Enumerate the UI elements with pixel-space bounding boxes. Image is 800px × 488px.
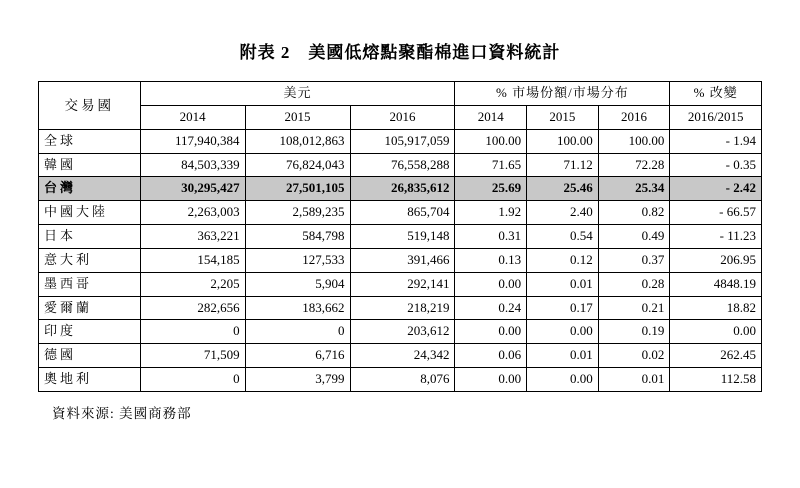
cell-share-2014: 0.00 [455,320,527,344]
column-group-change: % 改變 [670,82,762,106]
table-body [39,129,762,391]
cell-share-2015: 0.00 [527,368,599,392]
table-row [39,177,762,201]
cell-share-2014: 0.00 [455,368,527,392]
cell-country: 台灣 [39,177,141,201]
cell-share-2014: 1.92 [455,201,527,225]
table-row [39,225,762,249]
cell-country: 中國大陸 [39,201,141,225]
cell-usd-2014: 117,940,384 [140,129,245,153]
cell-usd-2016: 519,148 [350,225,455,249]
source-note: 資料來源: 美國商務部 [52,405,192,421]
cell-share-2014: 25.69 [455,177,527,201]
cell-change: - 2.42 [670,177,762,201]
table-row [39,368,762,392]
cell-share-2015: 0.12 [527,248,599,272]
table-row [39,248,762,272]
cell-usd-2016: 8,076 [350,368,455,392]
cell-country: 日本 [39,225,141,249]
cell-usd-2016: 76,558,288 [350,153,455,177]
cell-share-2016: 25.34 [598,177,670,201]
cell-share-2015: 0.00 [527,320,599,344]
table-header-year-row [39,105,762,129]
cell-usd-2016: 26,835,612 [350,177,455,201]
cell-share-2014: 71.65 [455,153,527,177]
cell-share-2016: 0.19 [598,320,670,344]
column-header-share-2015: 2015 [527,105,599,129]
table-row [39,129,762,153]
table-container [0,81,800,392]
cell-usd-2014: 2,263,003 [140,201,245,225]
cell-usd-2014: 154,185 [140,248,245,272]
cell-change: - 11.23 [670,225,762,249]
cell-change: 112.58 [670,368,762,392]
cell-share-2016: 0.49 [598,225,670,249]
cell-usd-2014: 84,503,339 [140,153,245,177]
cell-share-2014: 0.06 [455,344,527,368]
table-header-group-row [39,82,762,106]
page-title: 附表 2 美國低熔點聚酯棉進口資料統計 [239,43,561,62]
cell-change: 262.45 [670,344,762,368]
cell-share-2015: 0.54 [527,225,599,249]
table-header [39,82,762,130]
cell-share-2016: 0.21 [598,296,670,320]
cell-share-2016: 0.02 [598,344,670,368]
cell-usd-2014: 0 [140,368,245,392]
cell-share-2016: 0.28 [598,272,670,296]
cell-usd-2015: 3,799 [245,368,350,392]
cell-share-2015: 71.12 [527,153,599,177]
table-row [39,272,762,296]
cell-share-2015: 100.00 [527,129,599,153]
cell-share-2016: 100.00 [598,129,670,153]
cell-change: - 66.57 [670,201,762,225]
cell-usd-2016: 203,612 [350,320,455,344]
cell-usd-2016: 865,704 [350,201,455,225]
cell-usd-2014: 30,295,427 [140,177,245,201]
cell-share-2015: 0.01 [527,272,599,296]
cell-country: 德國 [39,344,141,368]
table-row [39,201,762,225]
cell-usd-2015: 127,533 [245,248,350,272]
cell-country: 墨西哥 [39,272,141,296]
column-header-usd-2015: 2015 [245,105,350,129]
cell-usd-2014: 363,221 [140,225,245,249]
cell-usd-2015: 183,662 [245,296,350,320]
cell-usd-2014: 282,656 [140,296,245,320]
cell-share-2014: 0.31 [455,225,527,249]
cell-share-2016: 0.37 [598,248,670,272]
cell-change: - 1.94 [670,129,762,153]
cell-usd-2015: 76,824,043 [245,153,350,177]
cell-change: 0.00 [670,320,762,344]
cell-usd-2016: 292,141 [350,272,455,296]
cell-change: 4848.19 [670,272,762,296]
cell-share-2015: 0.01 [527,344,599,368]
cell-usd-2015: 584,798 [245,225,350,249]
column-header-share-2014: 2014 [455,105,527,129]
table-row [39,153,762,177]
cell-share-2014: 0.24 [455,296,527,320]
column-group-market-share: % 市場份額/市場分布 [455,82,670,106]
cell-share-2016: 0.01 [598,368,670,392]
cell-usd-2016: 391,466 [350,248,455,272]
cell-usd-2016: 105,917,059 [350,129,455,153]
cell-usd-2016: 24,342 [350,344,455,368]
column-group-usd: 美元 [140,82,455,106]
cell-share-2014: 0.00 [455,272,527,296]
cell-usd-2015: 5,904 [245,272,350,296]
cell-usd-2015: 6,716 [245,344,350,368]
cell-country: 全球 [39,129,141,153]
document-page [0,38,800,488]
table-row [39,320,762,344]
cell-usd-2015: 108,012,863 [245,129,350,153]
column-header-change-period: 2016/2015 [670,105,762,129]
table-row [39,344,762,368]
cell-share-2014: 100.00 [455,129,527,153]
cell-usd-2015: 0 [245,320,350,344]
cell-share-2016: 72.28 [598,153,670,177]
cell-share-2015: 2.40 [527,201,599,225]
cell-usd-2015: 27,501,105 [245,177,350,201]
cell-usd-2014: 71,509 [140,344,245,368]
cell-change: 206.95 [670,248,762,272]
cell-usd-2014: 0 [140,320,245,344]
cell-country: 奧地利 [39,368,141,392]
column-header-share-2016: 2016 [598,105,670,129]
cell-country: 印度 [39,320,141,344]
column-header-usd-2016: 2016 [350,105,455,129]
cell-share-2014: 0.13 [455,248,527,272]
cell-share-2016: 0.82 [598,201,670,225]
cell-share-2015: 0.17 [527,296,599,320]
cell-share-2015: 25.46 [527,177,599,201]
cell-change: 18.82 [670,296,762,320]
cell-country: 愛爾蘭 [39,296,141,320]
cell-usd-2016: 218,219 [350,296,455,320]
column-header-usd-2014: 2014 [140,105,245,129]
import-statistics-table [38,81,762,392]
column-header-country: 交易國 [39,82,141,130]
cell-country: 意大利 [39,248,141,272]
cell-usd-2014: 2,205 [140,272,245,296]
cell-country: 韓國 [39,153,141,177]
table-row [39,296,762,320]
cell-usd-2015: 2,589,235 [245,201,350,225]
cell-change: - 0.35 [670,153,762,177]
